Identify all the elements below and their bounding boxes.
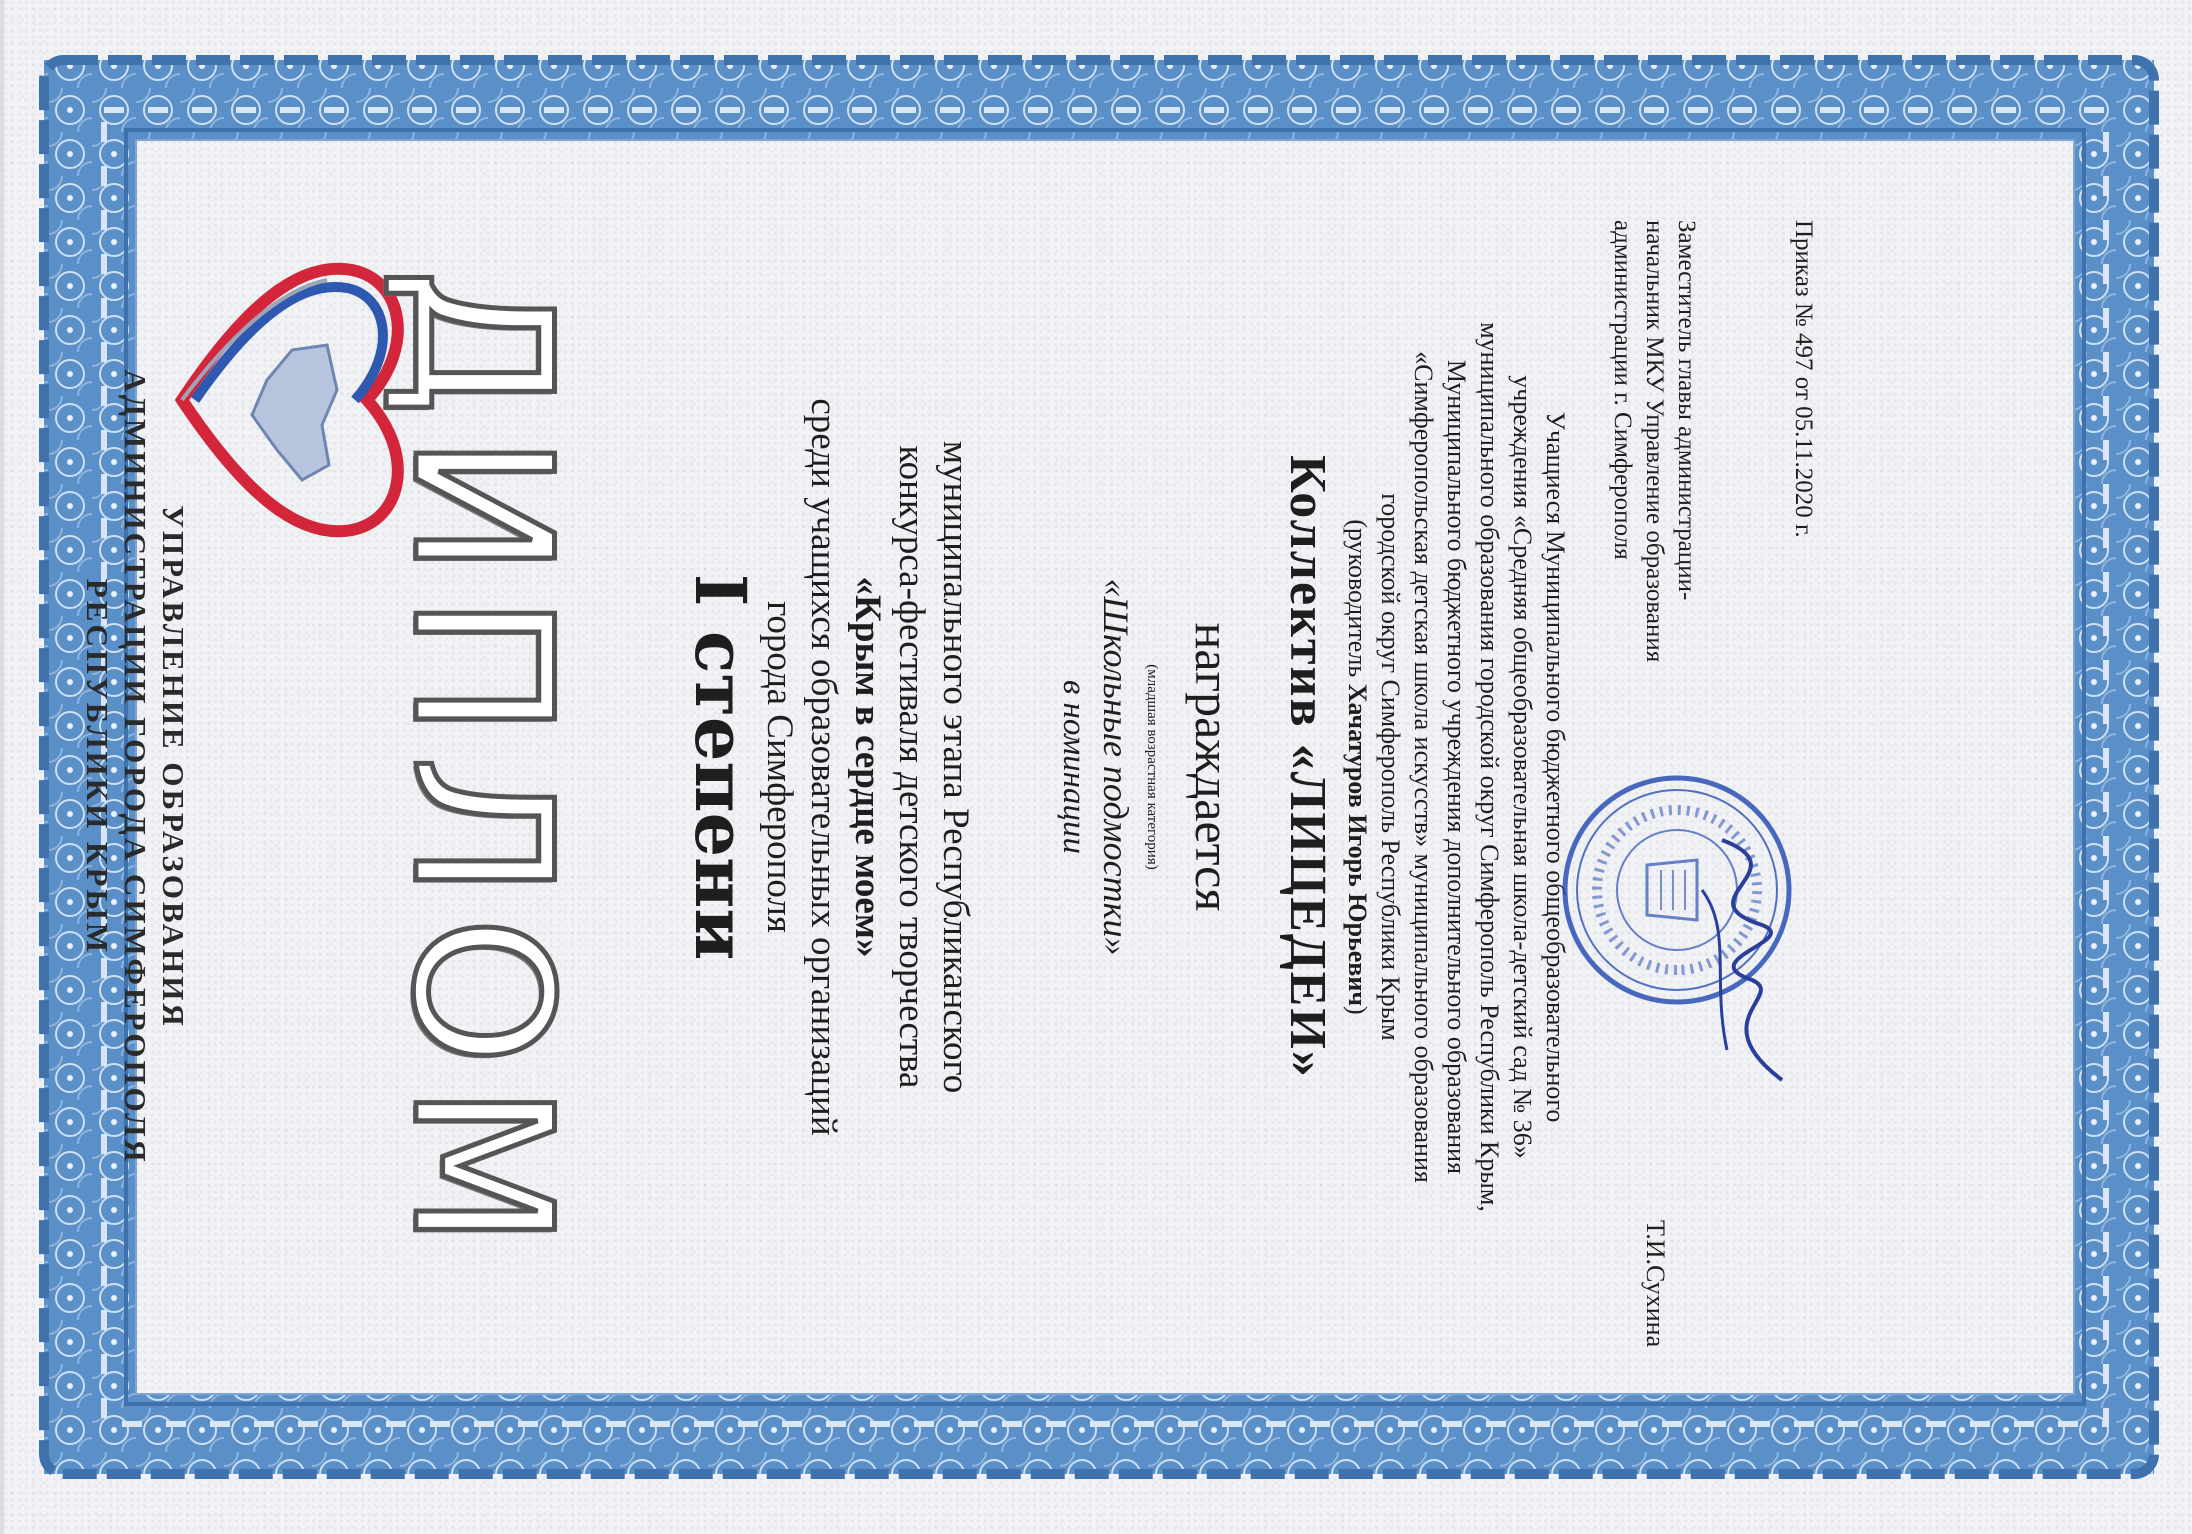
- contest-name: «Крым в сердце моем»: [847, 576, 888, 958]
- leader-prefix: (руководитель: [1343, 519, 1372, 684]
- signer-line-1: Заместитель главы администрации-: [1673, 220, 1700, 601]
- signer-title: [1606, 220, 1702, 920]
- issuing-authority: [78, 0, 192, 1534]
- signer-line-2: начальник МКУ Управление образования: [1641, 220, 1668, 663]
- leader-name: Хачатуров Игорь Юрьевич: [1343, 683, 1372, 1006]
- awarded-label: награждается: [1185, 622, 1241, 912]
- leader-suffix: ): [1343, 1006, 1372, 1015]
- nomination-name: «Школьные подмостки»: [1096, 578, 1136, 956]
- authority-line-1: УПРАВЛЕНИЕ ОБРАЗОВАНИЯ: [156, 505, 191, 1029]
- age-category: (младшая возрастная категория): [1144, 664, 1160, 870]
- description-line-1: муниципального этапа Республиканского: [935, 440, 976, 1094]
- document-title: ДИПЛОМ: [371, 268, 592, 1266]
- leader-line: [1341, 140, 1374, 1394]
- authority-line-2: АДМИНИСТРАЦИИ ГОРОДА СИМФЕРОПОЛЯ: [118, 369, 153, 1165]
- body-line-6: городской округ Симферополь Республики Крым: [1376, 493, 1405, 1041]
- body-line-2: учреждения «Средняя общеобразовательная школа-детский сад № 36»: [1508, 375, 1537, 1159]
- order-reference: Приказ № 497 от 05.11.2020 г.: [1790, 220, 1817, 538]
- body-line-3: муниципального образования городской округ Симферополь Республики Крым,: [1475, 322, 1504, 1212]
- signer-name: Т.И.Сухина: [1641, 1220, 1670, 1348]
- nomination-prefix: в номинации: [1056, 679, 1092, 855]
- degree-label: I степени: [679, 573, 762, 961]
- body-line-4: Муниципального бюджетного учреждения дополнительного образования: [1442, 359, 1471, 1175]
- contest-description: [757, 0, 977, 1534]
- body-line-1: Учащиеся Муниципального бюджетного общеобразовательного: [1541, 411, 1570, 1123]
- signer-line-3: администрации г. Симферополя: [1609, 220, 1636, 560]
- body-line-5: «Симферопольская детская школа искусств» муниципального образования: [1409, 351, 1438, 1183]
- description-line-5: города Симферополя: [759, 601, 800, 933]
- authority-line-3: РЕСПУБЛИКИ КРЫМ: [80, 578, 115, 956]
- description-line-2: конкурса-фестиваля детского творчества: [891, 445, 932, 1089]
- description-line-4: среди учащихся образовательных организаций: [803, 398, 844, 1136]
- awardee-details: [1341, 0, 1572, 1534]
- awardee-name: Коллектив «ЛИЦЕДЕИ»: [1279, 455, 1336, 1079]
